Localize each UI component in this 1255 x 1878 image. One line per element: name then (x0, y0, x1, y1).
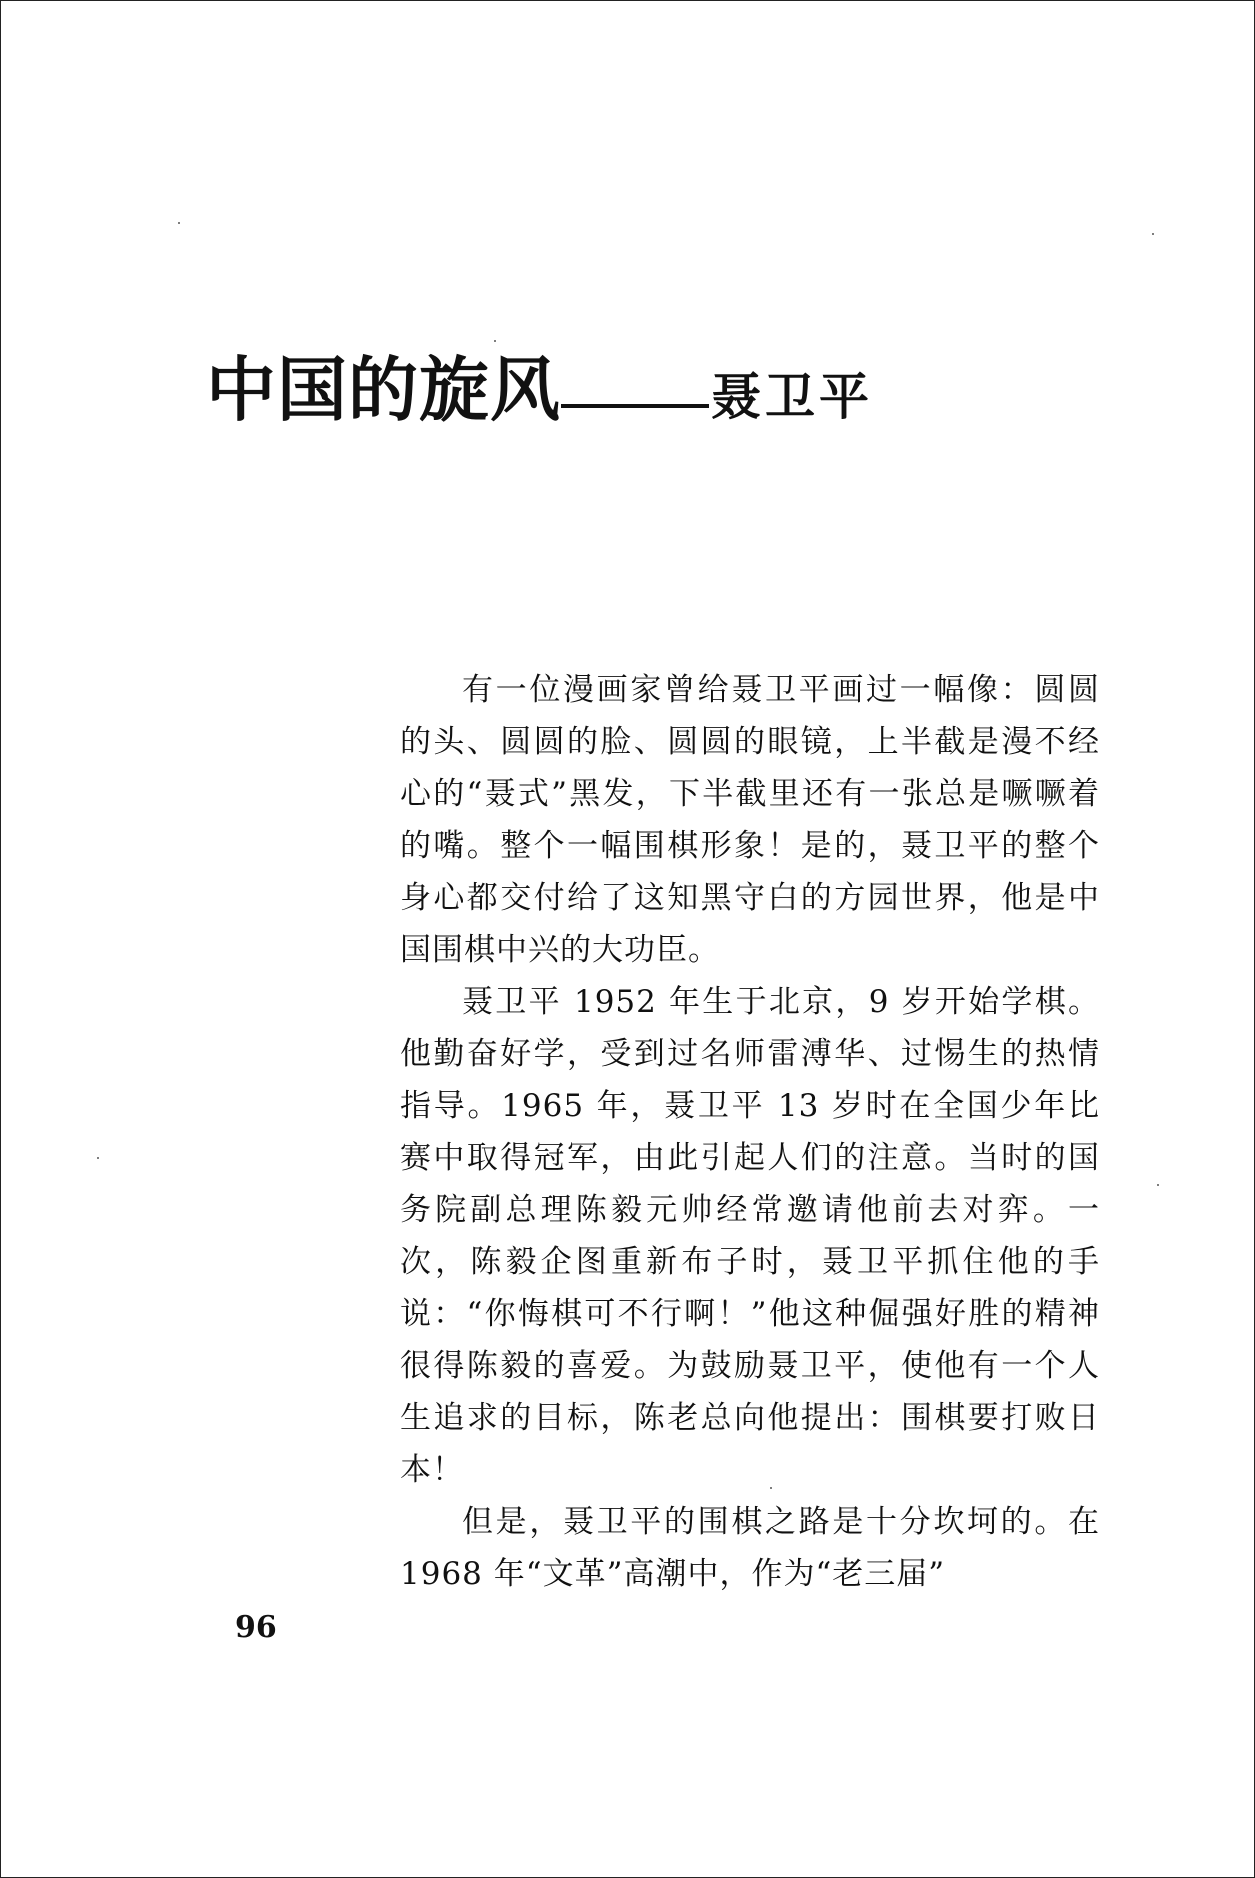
scan-speck (770, 1487, 772, 1489)
scan-speck (97, 1157, 99, 1159)
scan-speck (1152, 233, 1154, 235)
body-text (400, 664, 1100, 1600)
scan-speck (178, 222, 180, 224)
paragraph: 聂卫平 1952 年生于北京，9 岁开始学棋。他勤奋好学，受到过名师雷溥华、过惕生的热情指导。1965 年，聂卫平 13 岁时在全国少年比赛中取得冠军，由此引起人们的注意。当时的国务院副总理陈毅元帅经常邀请他前去对弈。一次，陈毅企图重新布子时，聂卫平抓住他的手说：“你悔棋可不行啊！”他这种倔强好胜的精神很得陈毅的喜爱。为鼓励聂卫平，使他有一个人生追求的目标，陈老总向他提出：围棋要打败日本！ (400, 984, 1100, 1488)
paragraph: 但是，聂卫平的围棋之路是十分坎坷的。在 1968 年“文革”高潮中，作为“老三届” (400, 1504, 1100, 1592)
paragraph: 有一位漫画家曾给聂卫平画过一幅像：圆圆的头、圆圆的脸、圆圆的眼镜，上半截是漫不经心的“聂式”黑发，下半截里还有一张总是噘噘着的嘴。整个一幅围棋形象！是的，聂卫平的整个身心都交付给了这知黑守白的方园世界，他是中国围棋中兴的大功臣。 (400, 672, 1100, 968)
scan-speck (1157, 1184, 1159, 1186)
page-number: 96 (235, 1610, 277, 1645)
chapter-title-subtitle: 聂卫平 (711, 367, 873, 426)
scan-speck (494, 340, 496, 342)
chapter-title (206, 349, 873, 431)
title-dash (561, 404, 709, 408)
chapter-title-main: 中国的旋风 (206, 349, 561, 431)
